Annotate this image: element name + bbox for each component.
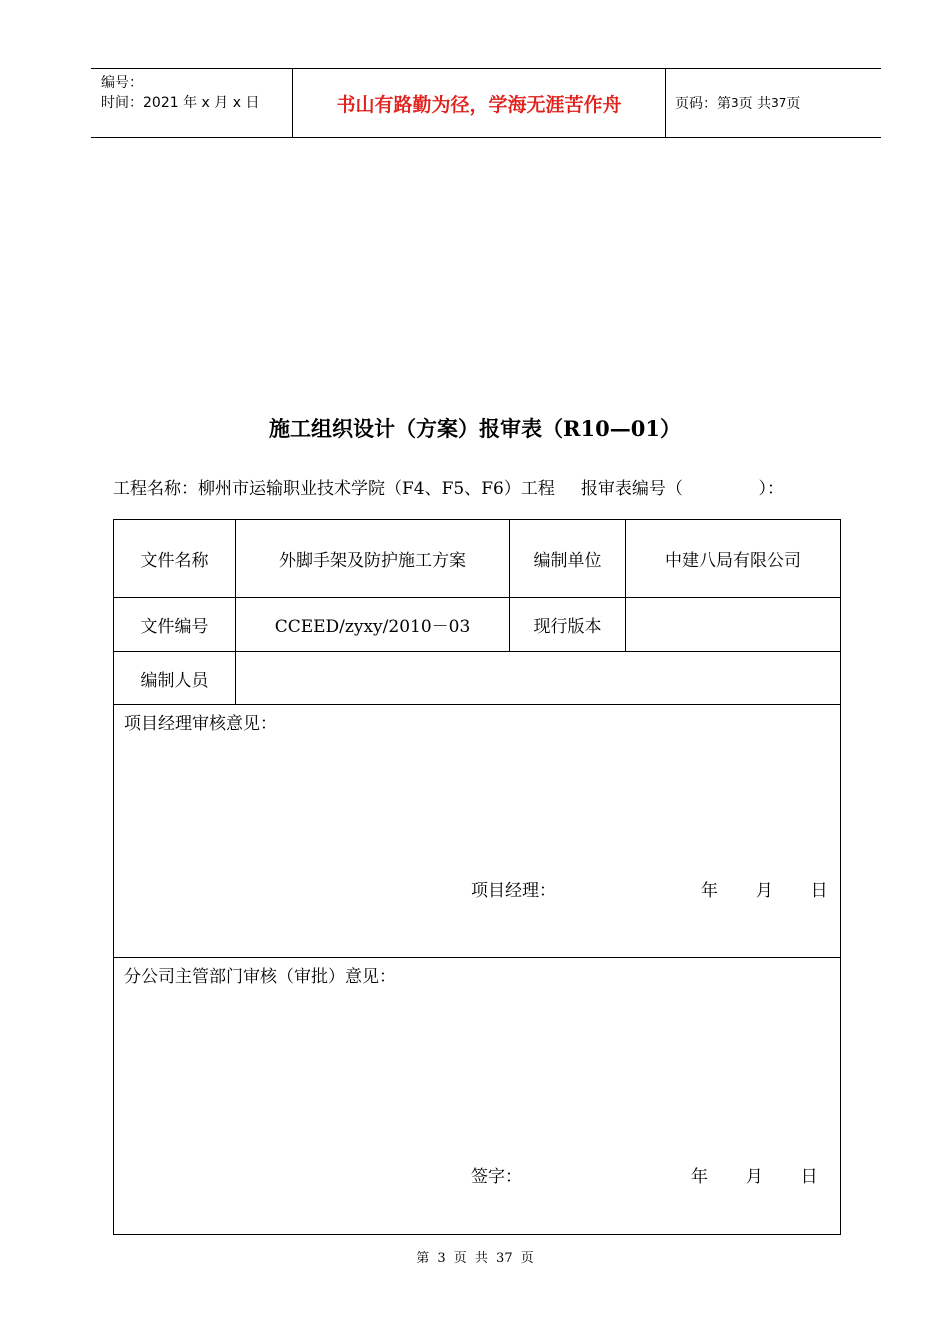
pm-sign-label: 项目经理： bbox=[471, 881, 556, 901]
project-line bbox=[113, 474, 784, 499]
author-value bbox=[235, 652, 840, 704]
report-number: 报审表编号（ ）： bbox=[580, 479, 784, 499]
file-name-value: 外脚手架及防护施工方案 bbox=[235, 520, 509, 597]
pm-opinion-label: 项目经理审核意见： bbox=[124, 714, 277, 734]
unit-value: 中建八局有限公司 bbox=[625, 520, 840, 597]
form-title: 施工组织设计（方案）报审表（R10—01） bbox=[269, 416, 681, 441]
page-prefix: 页码：第 bbox=[675, 96, 731, 112]
table-row bbox=[114, 520, 840, 598]
pm-opinion-section bbox=[114, 705, 840, 958]
page-footer: 第 3 页 共 37 页 bbox=[416, 1251, 534, 1266]
serial-label: 编号： bbox=[101, 75, 143, 91]
version-label: 现行版本 bbox=[509, 598, 625, 651]
branch-opinion-section bbox=[114, 958, 840, 1234]
table-row bbox=[114, 598, 840, 652]
branch-date: 年 月 日 bbox=[691, 1167, 818, 1187]
version-value bbox=[625, 598, 840, 651]
table-row bbox=[114, 652, 840, 705]
file-name-label: 文件名称 bbox=[140, 551, 209, 571]
header-meta bbox=[101, 73, 259, 113]
page-header bbox=[91, 68, 881, 138]
review-form-table bbox=[113, 519, 841, 1235]
time-label: 时间：2021 年 x 月 x 日 bbox=[101, 95, 260, 111]
file-no-value: CCEED/zyxy/2010－03 bbox=[235, 598, 509, 651]
page-mid: 页 共 bbox=[738, 96, 772, 112]
project-name: 工程名称：柳州市运输职业技术学院（F4、F5、F6）工程 bbox=[113, 479, 555, 499]
header-motto: 书山有路勤为径，学海无涯苦作舟 bbox=[336, 93, 622, 116]
branch-sign-label: 签字： bbox=[471, 1167, 522, 1187]
unit-label: 编制单位 bbox=[509, 520, 625, 597]
page-total: 37 bbox=[771, 96, 787, 110]
author-label: 编制人员 bbox=[140, 670, 209, 691]
header-divider bbox=[665, 69, 666, 137]
page-current: 3 bbox=[731, 96, 739, 110]
page-suffix: 页 bbox=[786, 96, 801, 112]
branch-opinion-label: 分公司主管部门审核（审批）意见： bbox=[124, 967, 396, 987]
file-no-label: 文件编号 bbox=[140, 617, 209, 637]
pm-date: 年 月 日 bbox=[701, 881, 828, 901]
header-page-number bbox=[675, 69, 800, 137]
